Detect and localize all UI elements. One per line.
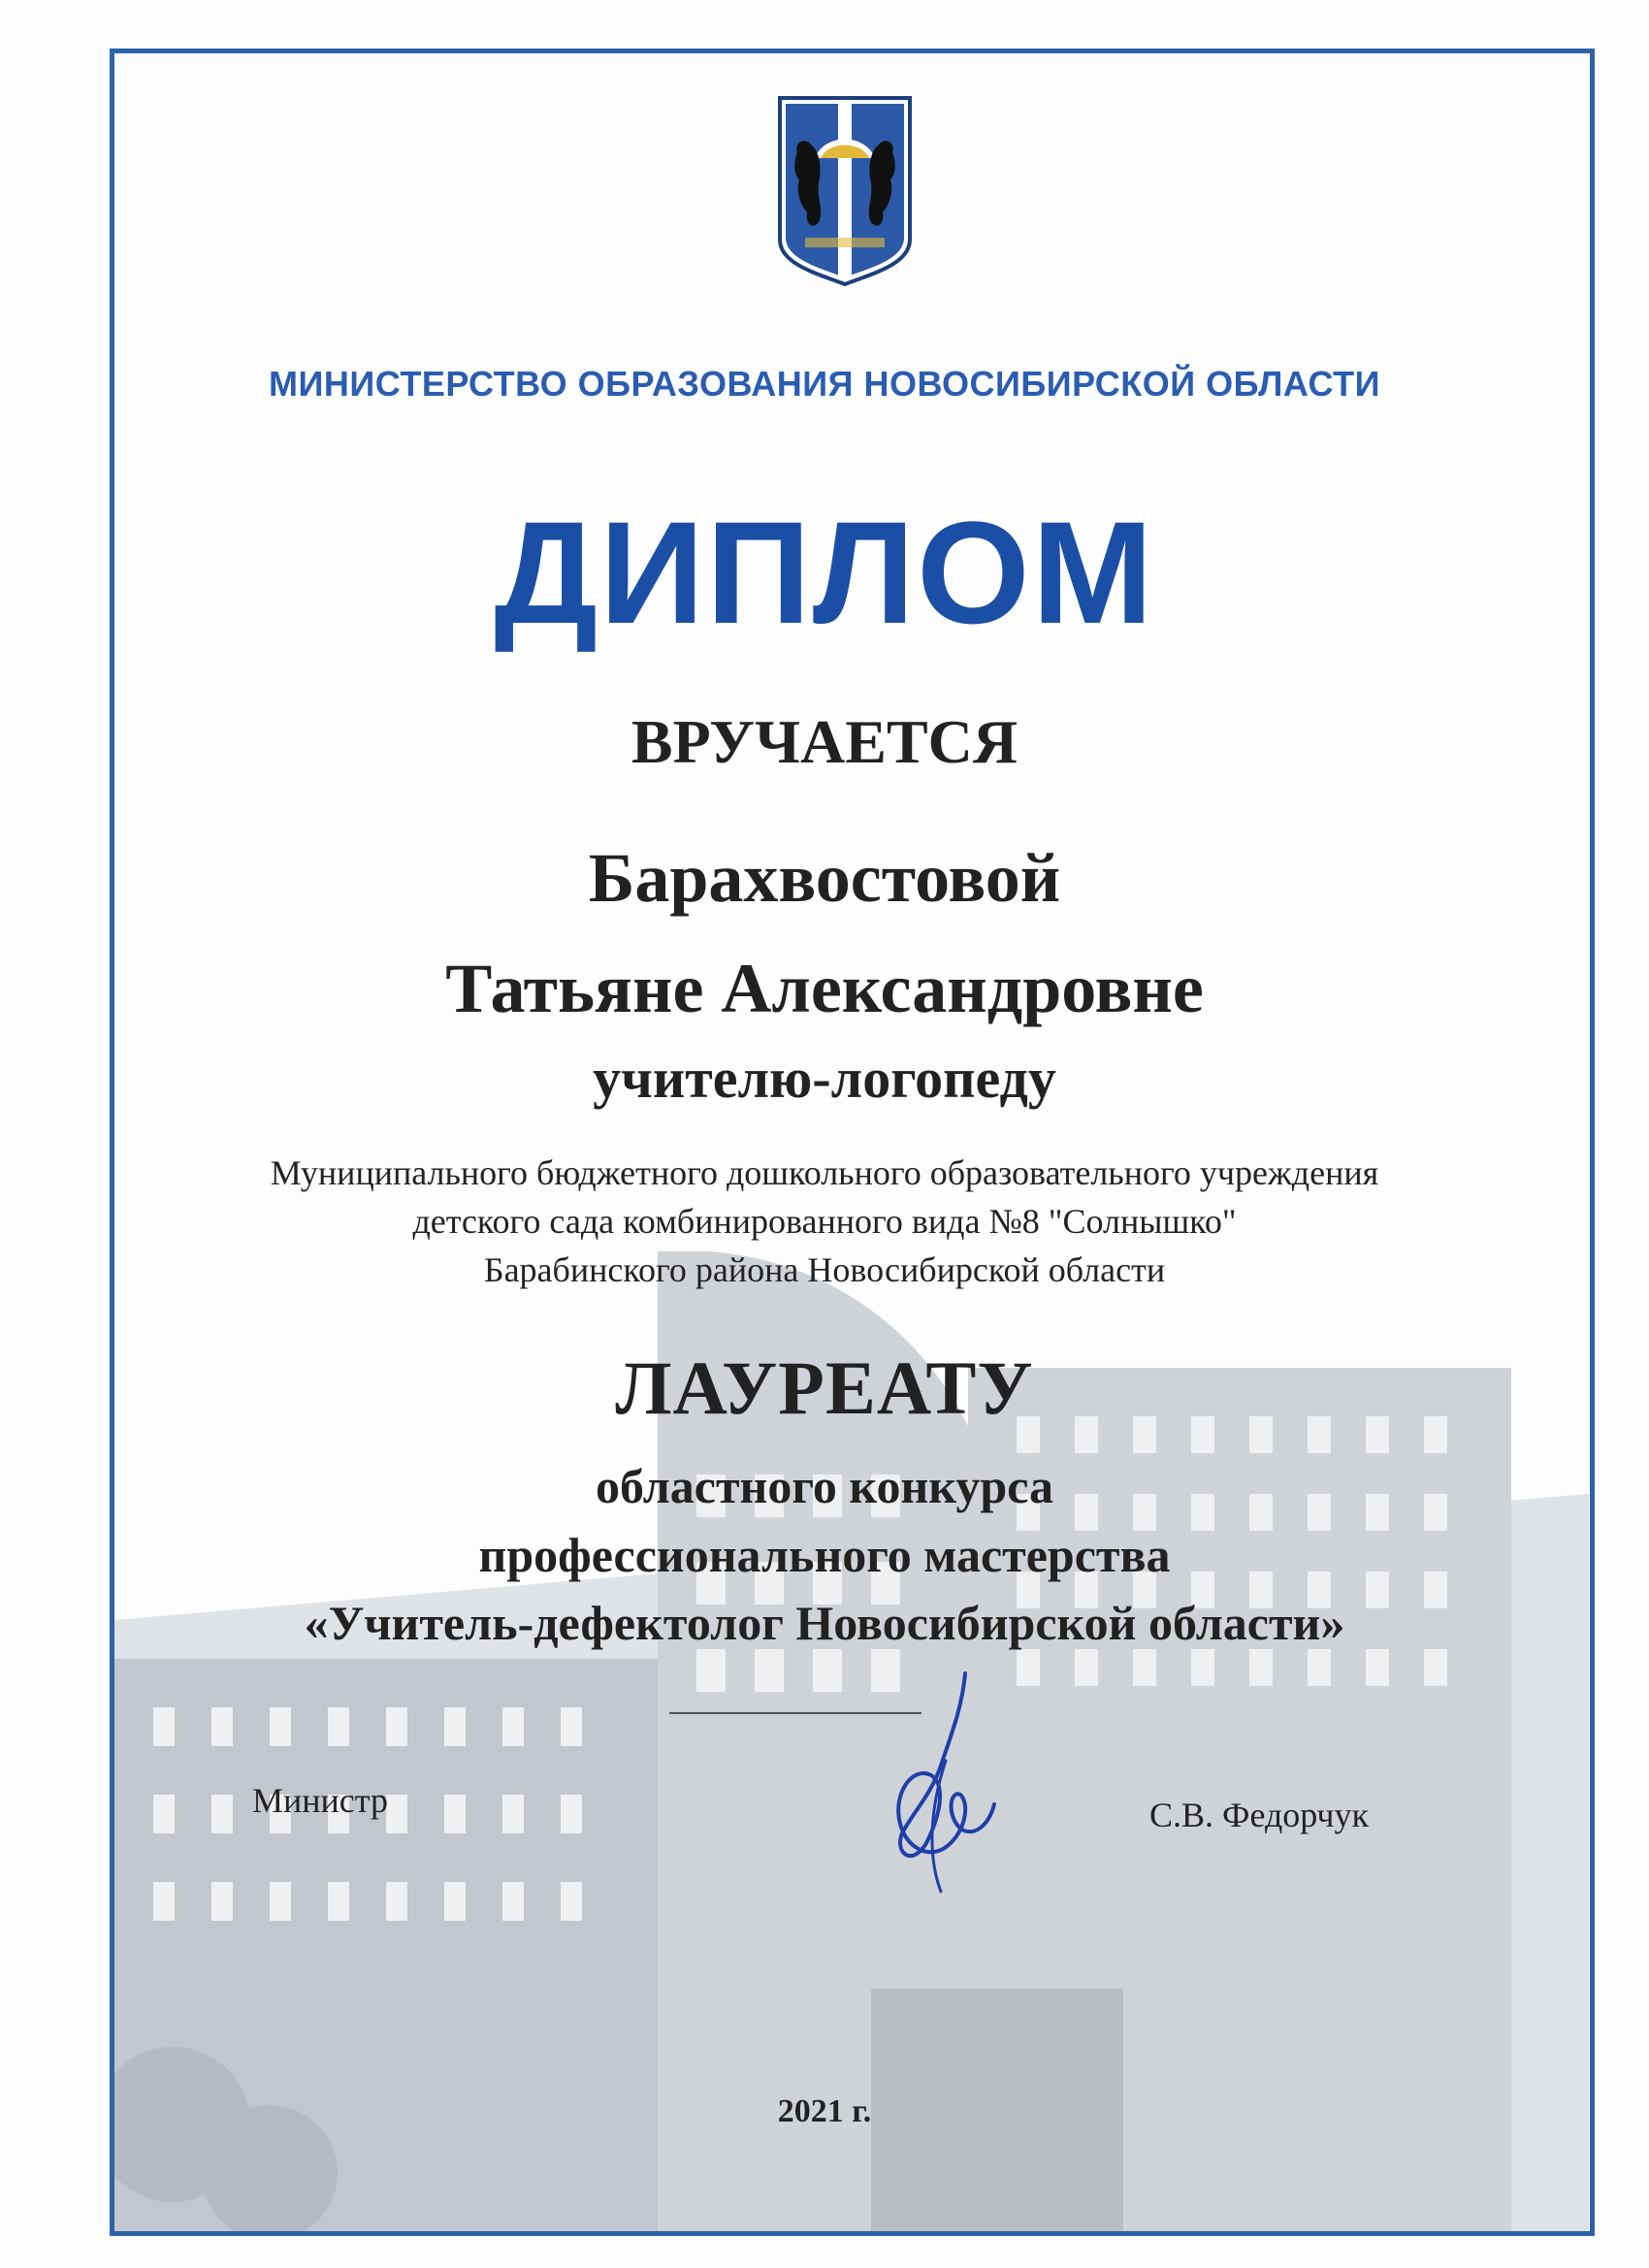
organization-line: детского сада комбинированного вида №8 "Солнышко" xyxy=(412,1202,1237,1241)
handwritten-signature xyxy=(873,1669,1018,1901)
contest-line: «Учитель-дефектолог Новосибирской области» xyxy=(304,1596,1345,1650)
ministry-name: МИНИСТЕРСТВО ОБРАЗОВАНИЯ НОВОСИБИРСКОЙ ОБЛАСТИ xyxy=(269,364,1380,404)
recipient-given-names: Татьяне Александровне xyxy=(445,950,1204,1027)
organization-line: Муниципального бюджетного дошкольного образовательного учреждения xyxy=(270,1153,1379,1192)
recipient-position: учителю-логопеду xyxy=(593,1047,1056,1110)
signatory-name: С.В. Федорчук xyxy=(1149,1796,1369,1834)
laureate-heading: ЛАУРЕАТУ xyxy=(615,1345,1034,1430)
recipient-surname: Барахвостовой xyxy=(588,839,1061,917)
signatory-role: Министр xyxy=(252,1781,388,1820)
contest-line: профессионального мастерства xyxy=(478,1528,1171,1582)
awarded-heading: ВРУЧАЕТСЯ xyxy=(630,707,1018,776)
contest-line: областного конкурса xyxy=(596,1459,1053,1513)
document-title: ДИПЛОМ xyxy=(494,491,1155,654)
organization-line: Барабинского района Новосибирской области xyxy=(483,1250,1166,1289)
novosibirsk-coat-of-arms-icon xyxy=(776,94,914,288)
issue-year: 2021 г. xyxy=(777,2093,872,2129)
